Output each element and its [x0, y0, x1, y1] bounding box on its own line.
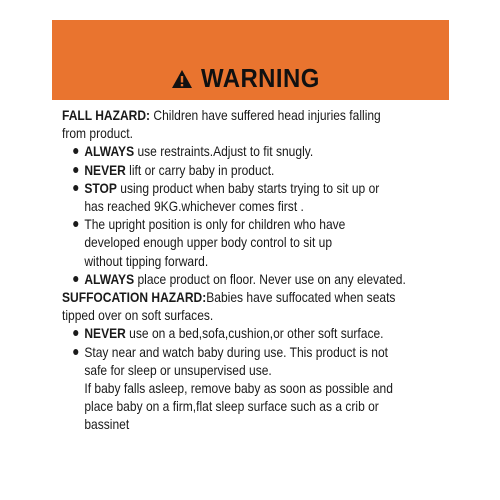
item-keyword: ALWAYS: [84, 270, 135, 287]
list-item: [62, 142, 451, 160]
item-keyword: ALWAYS: [84, 143, 135, 160]
item-text: using product when baby starts trying to sit up or: [116, 179, 380, 196]
item-text: use on a bed,sofa,cushion,or other soft surface.: [125, 325, 384, 342]
warning-header: [52, 20, 449, 100]
item-text: developed enough upper body control to sit up: [84, 234, 333, 251]
item-text: place product on floor. Never use on any elevated.: [134, 270, 406, 287]
item-text: safe for sleep or unsupervised use.: [84, 361, 272, 378]
fall-hazard-list: [62, 142, 451, 288]
item-text: without tipping forward.: [84, 252, 209, 269]
item-text: has reached 9KG.whichever comes first .: [84, 198, 304, 215]
item-text: The upright position is only for children who have: [84, 216, 346, 233]
item-keyword: NEVER: [84, 161, 126, 178]
suffocation-hazard-label: SUFFOCATION HAZARD:: [62, 289, 207, 306]
warning-title: WARNING: [200, 63, 320, 93]
item-text: Stay near and watch baby during use. This product is not: [84, 343, 388, 360]
suffocation-hazard-list: [62, 324, 451, 433]
item-keyword: STOP: [84, 179, 117, 196]
suffocation-hazard-text-2: tipped over on soft surfaces.: [62, 307, 214, 324]
list-item: [62, 161, 451, 179]
item-text: If baby falls asleep, remove baby as soon as possible and: [84, 380, 393, 397]
warning-triangle-icon: [171, 69, 193, 89]
warning-text: [62, 106, 451, 434]
suffocation-hazard-intro: [62, 288, 451, 324]
list-item: [62, 179, 451, 215]
fall-hazard-label: FALL HAZARD:: [62, 107, 151, 123]
item-text: bassinet: [84, 416, 130, 433]
item-text: place baby on a firm,flat sleep surface such as a crib or: [84, 398, 379, 415]
fall-hazard-text-2: from product.: [62, 125, 133, 142]
warning-title-row: [171, 63, 330, 94]
list-item: [62, 343, 451, 434]
item-text: lift or carry baby in product.: [125, 161, 275, 178]
list-item: [62, 215, 451, 270]
fall-hazard-intro: [62, 106, 451, 142]
fall-hazard-text-1: Children have suffered head injuries falling: [150, 107, 381, 123]
item-text: use restraints.Adjust to fit snugly.: [134, 143, 314, 160]
list-item: [62, 270, 451, 288]
suffocation-hazard-text-1: Babies have suffocated when seats: [206, 289, 396, 306]
list-item: [62, 324, 451, 342]
item-keyword: NEVER: [84, 325, 126, 342]
